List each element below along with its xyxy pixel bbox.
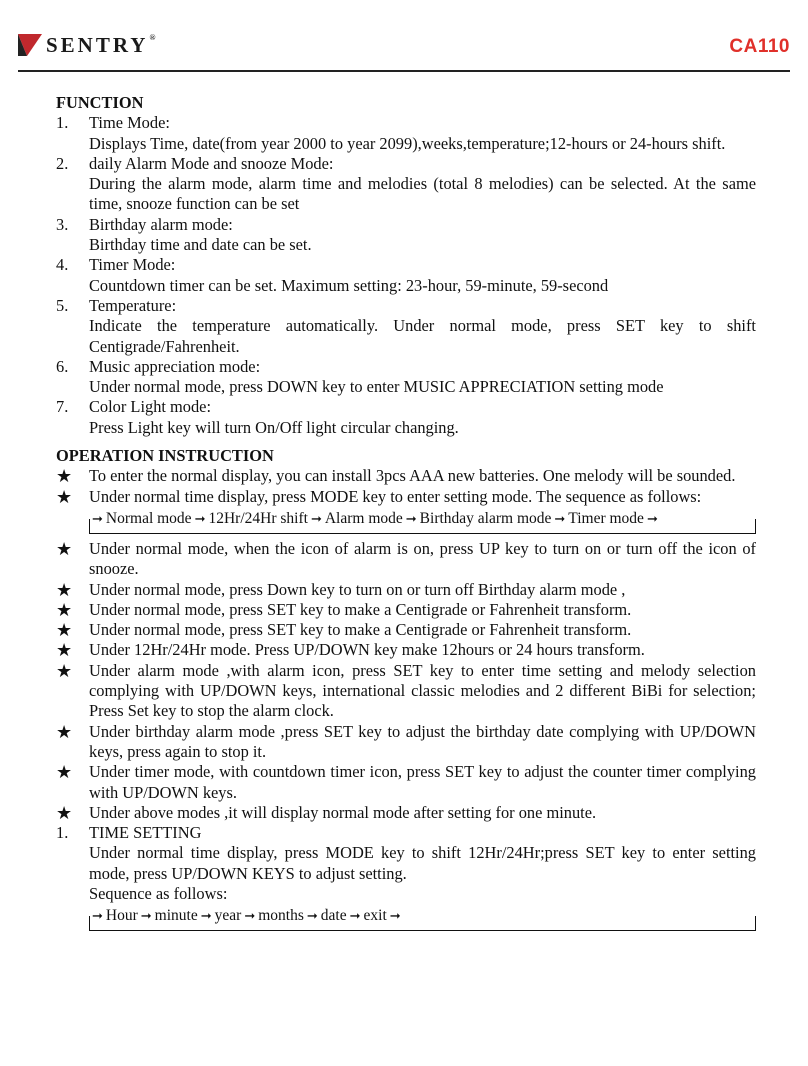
instruction-text: Under alarm mode ,with alarm icon, press SET key to enter time setting and melody selection complying with UP/DOWN keys, international classic melodies and 2 different BiBi for selection; Press Set key to stop the alarm clock. xyxy=(89,660,756,721)
instruction-text: Under above modes ,it will display normal mode after setting for one minute. xyxy=(89,802,597,822)
instruction-item xyxy=(56,600,756,620)
operation-list-b xyxy=(56,539,756,823)
star-bullet-icon: ★ xyxy=(56,640,73,661)
sequence-step: 12Hr/24Hr shift xyxy=(208,509,308,527)
star-bullet-icon: ★ xyxy=(56,620,73,641)
instruction-item xyxy=(56,620,756,640)
arrow-icon: ➞ xyxy=(244,908,256,924)
instruction-item xyxy=(56,762,756,803)
function-item-number: 4. xyxy=(56,255,69,275)
time-setting-title: TIME SETTING xyxy=(89,823,202,843)
function-item xyxy=(56,113,756,154)
function-item-number: 6. xyxy=(56,356,69,376)
instruction-text: To enter the normal display, you can install 3pcs AAA new batteries. One melody will be sounded. xyxy=(89,466,736,486)
instruction-text: Under normal mode, press SET key to make a Centigrade or Fahrenheit transform. xyxy=(89,599,632,619)
function-item xyxy=(56,154,756,215)
function-item xyxy=(56,357,756,398)
time-sequence-diagram xyxy=(89,906,756,932)
function-item-body: Indicate the temperature automatically. Under normal mode, press SET key to shift Centigrade/Fahrenheit. xyxy=(89,316,756,356)
sentry-logo-mark-icon xyxy=(18,32,44,58)
instruction-text: Under normal mode, press Down key to turn on or turn off Birthday alarm mode , xyxy=(89,579,626,599)
arrow-icon: ➞ xyxy=(306,908,318,924)
sequence-step: year xyxy=(214,907,242,925)
arrow-icon: ➞ xyxy=(405,510,417,526)
function-item xyxy=(56,255,756,296)
operation-heading: OPERATION INSTRUCTION xyxy=(56,446,274,466)
sequence-step: Alarm mode xyxy=(324,509,403,527)
model-number: CA110 xyxy=(729,36,790,57)
sequence-step: minute xyxy=(154,907,198,925)
arrow-icon: ➞ xyxy=(646,510,658,526)
function-item-number: 7. xyxy=(56,397,69,417)
instruction-item xyxy=(56,661,756,722)
time-setting-item xyxy=(56,823,756,904)
time-setting-body: Under normal time display, press MODE key to shift 12Hr/24Hr;press SET key to enter setting mode, press UP/DOWN KEYS to adjust setting. xyxy=(89,843,756,883)
star-bullet-icon: ★ xyxy=(56,538,73,559)
mode-sequence-diagram xyxy=(89,509,756,535)
function-item-title: Music appreciation mode: xyxy=(89,356,261,376)
function-item-title: Time Mode: xyxy=(89,113,170,133)
function-item-body: Displays Time, date(from year 2000 to year 2099),weeks,temperature;12-hours or 24-hours shift. xyxy=(89,133,726,153)
star-bullet-icon: ★ xyxy=(56,762,73,783)
function-item-number: 1. xyxy=(56,113,69,133)
function-item xyxy=(56,296,756,357)
arrow-icon: ➞ xyxy=(554,510,566,526)
arrow-icon: ➞ xyxy=(194,510,206,526)
function-item-body: Birthday time and date can be set. xyxy=(89,235,312,255)
function-item-title: Timer Mode: xyxy=(89,255,176,275)
instruction-item xyxy=(56,722,756,763)
function-item-body: Press Light key will turn On/Off light circular changing. xyxy=(89,417,459,437)
instruction-item xyxy=(56,487,756,507)
arrow-icon: ➞ xyxy=(92,908,103,924)
function-item-title: Temperature: xyxy=(89,295,177,315)
instruction-item xyxy=(56,580,756,600)
arrow-icon: ➞ xyxy=(389,908,401,924)
star-bullet-icon: ★ xyxy=(56,579,73,600)
operation-list-a xyxy=(56,466,756,507)
star-bullet-icon: ★ xyxy=(56,486,73,507)
time-setting-sequence-label: Sequence as follows: xyxy=(89,883,228,903)
arrow-icon: ➞ xyxy=(92,510,103,526)
star-bullet-icon: ★ xyxy=(56,660,73,681)
instruction-item xyxy=(56,466,756,486)
function-item-number: 3. xyxy=(56,214,69,234)
function-item xyxy=(56,397,756,438)
instruction-text: Under birthday alarm mode ,press SET key to adjust the birthday date complying with UP/DOWN keys, press again to stop it. xyxy=(89,721,756,761)
arrow-icon: ➞ xyxy=(349,908,361,924)
star-bullet-icon: ★ xyxy=(56,599,73,620)
star-bullet-icon: ★ xyxy=(56,466,73,487)
function-item-number: 5. xyxy=(56,295,69,315)
star-bullet-icon: ★ xyxy=(56,721,73,742)
sequence-step: exit xyxy=(363,907,387,925)
instruction-item xyxy=(56,539,756,580)
function-item-body: Under normal mode, press DOWN key to enter MUSIC APPRECIATION setting mode xyxy=(89,377,664,397)
instruction-text: Under normal mode, when the icon of alarm is on, press UP key to turn on or turn off the icon of snooze. xyxy=(89,538,756,579)
instruction-item xyxy=(56,640,756,660)
function-list xyxy=(56,113,756,438)
function-item xyxy=(56,215,756,256)
instruction-text: Under 12Hr/24Hr mode. Press UP/DOWN key make 12hours or 24 hours transform. xyxy=(89,640,645,660)
sequence-step: months xyxy=(258,907,304,925)
manual-content xyxy=(56,93,756,936)
sequence-step: date xyxy=(320,907,347,925)
function-item-title: Birthday alarm mode: xyxy=(89,214,233,234)
function-item-title: daily Alarm Mode and snooze Mode: xyxy=(89,153,334,173)
function-item-title: Color Light mode: xyxy=(89,397,212,417)
sequence-step: Hour xyxy=(105,907,138,925)
sequence-step: Normal mode xyxy=(105,509,192,527)
time-setting-number: 1. xyxy=(56,823,69,843)
sequence-step: Timer mode xyxy=(568,509,644,527)
arrow-icon: ➞ xyxy=(200,908,212,924)
instruction-item xyxy=(56,803,756,823)
instruction-text: Under normal time display, press MODE key to enter setting mode. The sequence as follows: xyxy=(89,486,702,506)
brand-name: SENTRY® xyxy=(46,32,159,57)
function-item-body: During the alarm mode, alarm time and melodies (total 8 melodies) can be selected. At the same time, snooze function can be set xyxy=(89,174,756,214)
function-item-body: Countdown timer can be set. Maximum setting: 23-hour, 59-minute, 59-second xyxy=(89,275,609,295)
arrow-icon: ➞ xyxy=(310,510,322,526)
function-heading: FUNCTION xyxy=(56,93,144,112)
function-item-number: 2. xyxy=(56,153,69,173)
instruction-text: Under normal mode, press SET key to make a Centigrade or Fahrenheit transform. xyxy=(89,620,632,640)
arrow-icon: ➞ xyxy=(140,908,152,924)
sentry-logo xyxy=(18,32,158,58)
instruction-text: Under timer mode, with countdown timer icon, press SET key to adjust the counter timer complying with UP/DOWN keys. xyxy=(89,762,756,802)
page-header xyxy=(18,28,790,72)
sequence-step: Birthday alarm mode xyxy=(419,509,552,527)
star-bullet-icon: ★ xyxy=(56,802,73,823)
